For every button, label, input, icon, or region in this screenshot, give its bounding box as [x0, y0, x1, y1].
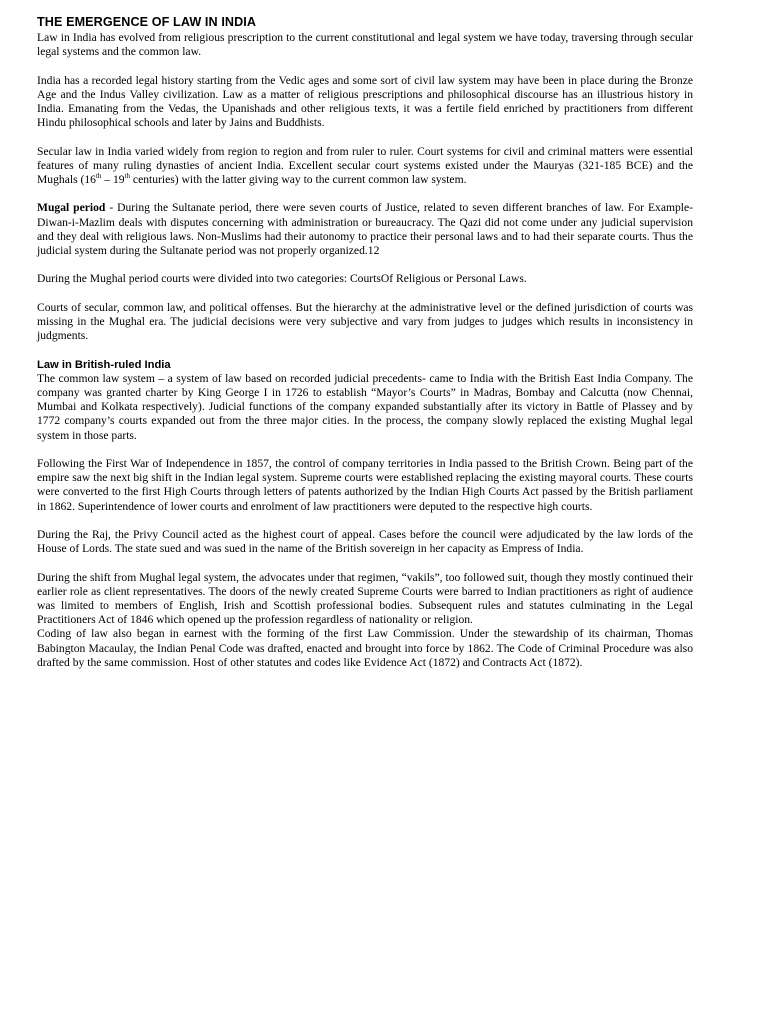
- document-title: THE EMERGENCE OF LAW IN INDIA: [37, 15, 257, 29]
- paragraph-mugal-period: Mugal period - During the Sultanate period, there were seven courts of Justice, related to seven different branches of law. For Example- Diwan-i-Mazlim deals with disputes concerning with administration or bureaucracy. The Qazi did not come under any judicial supervision and they deal with religious laws. Non-Muslims had their autonomy to practice their personal laws and to had their separate courts. Thus the judicial system during the Sultanate period was not properly organized.12: [37, 201, 694, 257]
- paragraph-common-law: The common law system – a system of law based on recorded judicial precedents- came to India with the British East India Company. The company was granted charter by King George I in 1726 to establish “Mayor’s Courts” in Madras, Bombay and Calcutta (now Chennai, Mumbai and Kolkata respectively). Judicial functions of the company expanded substantially after its victory in Battle of Plassey and by 1772 company’s courts expanded out from the three major cities. In the process, the company slowly replaced the existing Mughal legal system in those parts.: [37, 371, 693, 442]
- paragraph-first-war: Following the First War of Independence in 1857, the control of company territories in India passed to the British Crown. Being part of the empire saw the next big shift in the Indian legal system. Supreme courts were established replacing the existing mayoral courts. These courts were converted to the first High Courts through letters of patents authorized by the Indian High Courts Act passed by the British parliament in 1862. Superintendence of lower courts and enrolment of law practitioners were deputed to the respective high courts.: [37, 456, 693, 513]
- mugal-period-lead: Mugal period: [37, 201, 106, 215]
- paragraph-privy-council: During the Raj, the Privy Council acted as the highest court of appeal. Cases before the council were adjudicated by the law lords of the House of Lords. The state sued and was sued in the name of the British sovereign in her capacity as Empress of India.: [37, 527, 693, 556]
- paragraph-vakils: During the shift from Mughal legal system, the advocates under that regimen, “vakils”, too followed suit, though they mostly continued their earlier role as client representatives. The doors of the newly created Supreme Courts were barred to Indian practitioners as right of audience was limited to members of English, Irish and Scottish professional bodies. Subsequent rules and statutes culminating in the Legal Practitioners Act of 1846 which opened up the profession regardless of nationality or religion.: [37, 570, 693, 627]
- paragraph-vedic-history: India has a recorded legal history starting from the Vedic ages and some sort of civil law system may have been in place during the Bronze Age and the Indus Valley civilization. Law as a matter of religious prescriptions and philosophical discourse has an illustrious history in India. Emanating from the Vedas, the Upanishads and other religious texts, it was a fertile field enriched by practitioners from different Hindu philosophical schools and later by Jains and Buddhists.: [37, 73, 693, 130]
- paragraph-secular-law: Secular law in India varied widely from region to region and from ruler to ruler. Court systems for civil and criminal matters were essential features of many ruling dynasties of ancient India. Excellent secular court systems existed under the Mauryas (321-185 BCE) and the Mughals (16th – 19th centuries) with the latter giving way to the current common law system.: [37, 144, 693, 186]
- paragraph-secular-courts: Courts of secular, common law, and political offenses. But the hierarchy at the administrative level or the defined jurisdiction of courts was missing in the Mughal era. The judicial decisions were very subjective and vary from judges to judges which results in inconsistency in judgments.: [37, 300, 693, 343]
- section-heading-british-india: Law in British-ruled India: [37, 358, 171, 371]
- paragraph-law-commission: Coding of law also began in earnest with the forming of the first Law Commission. Under the stewardship of its chairman, Thomas Babington Macaulay, the Indian Penal Code was drafted, enacted and brought into force by 1862. The Code of Criminal Procedure was also drafted by the same commission. Host of other statutes and codes like Evidence Act (1872) and Contracts Act (1872).: [37, 627, 693, 669]
- document-page: [37, 14, 693, 670]
- paragraph-intro: Law in India has evolved from religious prescription to the current constitutional and legal system we have today, traversing through secular legal systems and the common law.: [37, 31, 693, 59]
- paragraph-mughal-courts: During the Mughal period courts were divided into two categories: CourtsOf Religious or Personal Laws.: [37, 272, 527, 286]
